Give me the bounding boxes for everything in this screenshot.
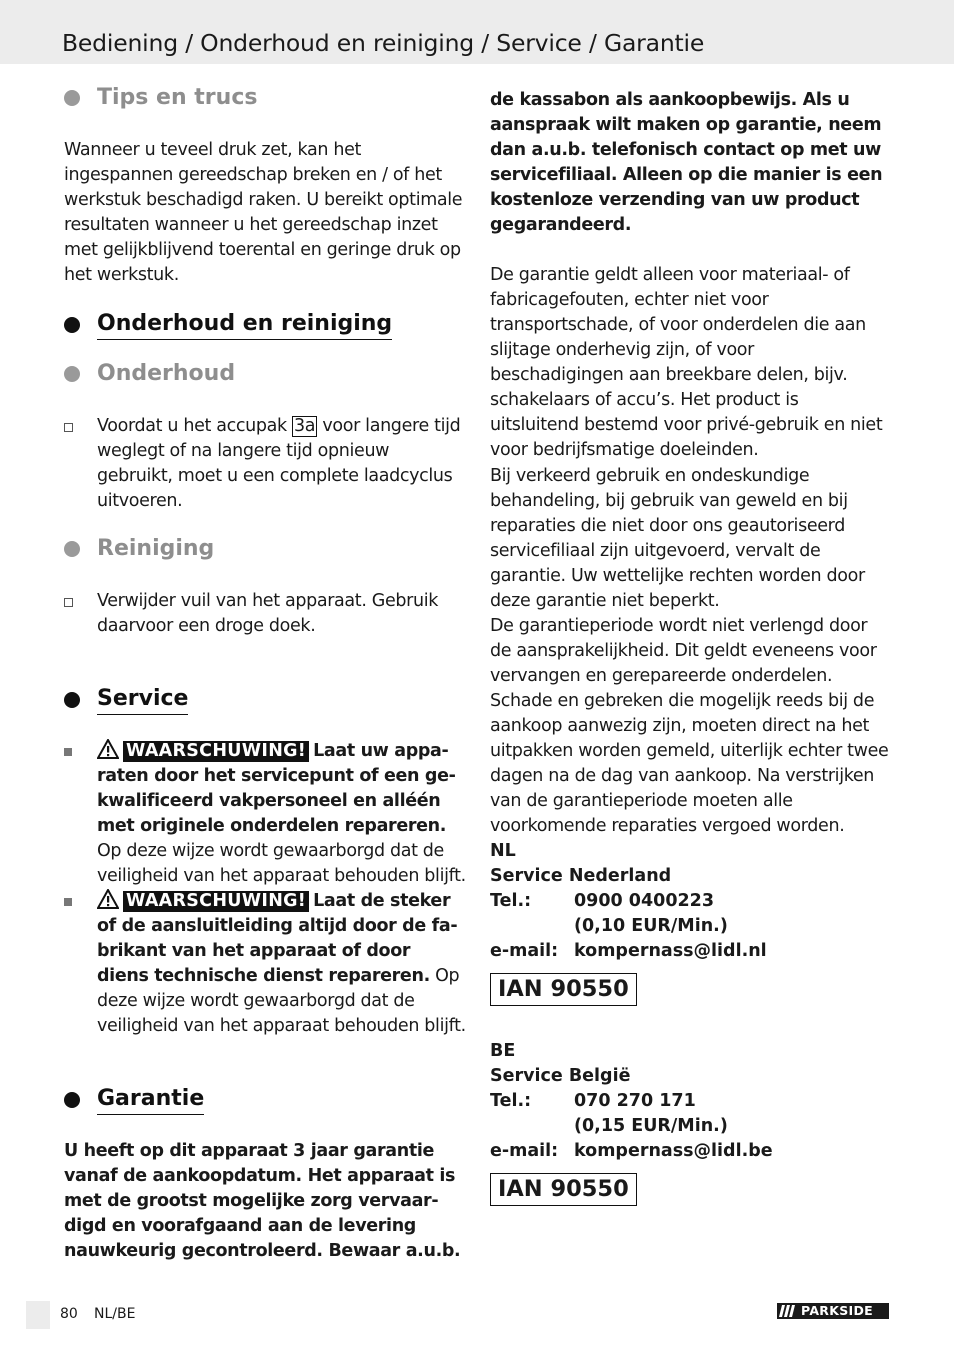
square-bullet-icon — [64, 748, 72, 756]
page-title: Bediening / Onderhoud en reiniging / Service / Garantie — [62, 29, 705, 57]
bullet-dot-icon — [64, 366, 80, 382]
contact-nl-email-row — [490, 939, 767, 964]
warning-label: WAARSCHUWING! — [123, 741, 309, 762]
bullet-dot-icon — [64, 317, 80, 333]
contact-nl-country: NL — [490, 841, 516, 861]
garantie-intro: U heeft op dit apparaat 3 jaar garantie vanaf de aankoopdatum. Het apparaat is met de grootst mogelijke zorg vervaardigd en voorafgaand aan de levering nauwkeurig gecontroleerd. Bewaar a.u.b. — [64, 1141, 461, 1261]
warning-label: WAARSCHUWING! — [123, 891, 309, 912]
tel-label: Tel.: — [490, 891, 532, 911]
garantie-intro-continued: de kassabon als aankoopbewijs. Als u aanspraak wilt maken op garantie, neem dan a.u.b. telefonisch contact op met uw servicefiliaal. Alleen op die manier is een kostenloze verzending van uw product gegarandeerd. — [490, 90, 883, 235]
logo-stripes-icon — [777, 1303, 799, 1319]
contact-be-tel: 070 270 171 — [574, 1091, 696, 1111]
garantie-paragraph-1: De garantie geldt alleen voor materiaal- of fabricagefouten, echter niet voor transportschade, of voor onderdelen die aan slijtage onderhevig zijn, of voor beschadigingen aan breekbare delen, bijv. schakelaars of accu’s. Het product is uitsluitend bestemd voor privé-gebruik en niet voor bedrijfsmatige doeleinden. — [490, 265, 883, 460]
heading-onderhoud-reiniging-text: Onderhoud en reiniging — [97, 310, 392, 340]
contact-be-name: Service België — [490, 1066, 631, 1086]
bullet-dot-icon — [64, 90, 80, 106]
contact-nl-rate: (0,10 EUR/Min.) — [574, 916, 728, 936]
warning-triangle-icon — [97, 739, 119, 759]
garantie-paragraph-3: De garantieperiode wordt niet verlengd door de aansprakelijkheid. Dit geldt eveneens voor vervangen en gerepareerde onderdelen. Schade en gebreken die mogelijk reeds bij de aankoop aanwezig zijn, moeten direct na het uitpakken worden gemeld, uiterlijk echter twee dagen na de dag van aankoop. Na verstrijken van de garantieperiode moeten alle voorkomende reparaties vergoed worden. — [490, 616, 889, 836]
square-bullet-icon — [64, 423, 73, 432]
contact-be-rate: (0,15 EUR/Min.) — [574, 1116, 728, 1136]
heading-service-text: Service — [97, 685, 188, 715]
part-reference: 3a — [294, 416, 316, 436]
service-warning-1-bold: Laat uw apparaten door het servicepunt of een gekwalificeerd vakpersoneel en alléén met originele onderdelen repareren. — [97, 741, 456, 836]
contact-be-tel-row — [490, 1089, 696, 1114]
contact-be-rate-row — [490, 1114, 728, 1139]
contact-nl-tel-row — [490, 889, 714, 914]
list-item-reiniging — [64, 589, 466, 639]
onderhoud-text-post: voor langere tijd weglegt of na langere tijd opnieuw gebruikt, moet u een complete laadcyclus uitvoeren. — [97, 416, 461, 511]
warning-triangle-icon — [97, 889, 119, 909]
heading-service — [64, 685, 188, 715]
bullet-dot-icon — [64, 1092, 80, 1108]
language-code: NL/BE — [94, 1306, 136, 1322]
heading-garantie-text: Garantie — [97, 1085, 204, 1115]
heading-reiniging — [64, 535, 214, 563]
tel-label: Tel.: — [490, 1091, 532, 1111]
heading-onderhoud-reiniging — [64, 310, 392, 340]
heading-onderhoud — [64, 360, 235, 388]
tips-paragraph: Wanneer u teveel druk zet, kan het ingespannen gereedschap breken en / of het werkstuk beschadigd raken. U bereikt optimale resultaten wanneer u het gereedschap inzet met gelijkblijvend toerental en geringe druk op het werkstuk. — [64, 140, 463, 285]
onderhoud-text-pre: Voordat u het accupak — [97, 416, 287, 436]
contact-be-country: BE — [490, 1041, 516, 1061]
service-warning-1-text: Op deze wijze wordt gewaarborgd dat de veiligheid van het apparaat behouden blijft. — [97, 841, 466, 886]
heading-tips-text: Tips en trucs — [97, 85, 258, 110]
page-number: 80 — [60, 1306, 78, 1322]
heading-garantie — [64, 1085, 204, 1115]
contact-be-email: kompernass@lidl.be — [574, 1141, 773, 1161]
service-warning-2-text: Op deze wijze wordt gewaarborgd dat de veiligheid van het apparaat behouden blijft. — [97, 966, 466, 1036]
brand-name: PARKSIDE — [801, 1303, 873, 1318]
contact-nl-rate-row — [490, 914, 728, 939]
parkside-logo — [777, 1303, 889, 1319]
list-item-service-warning-1 — [64, 739, 466, 889]
contact-nl-email: kompernass@lidl.nl — [574, 941, 767, 961]
list-item-onderhoud — [64, 414, 466, 514]
heading-reiniging-text: Reiniging — [97, 536, 215, 561]
page-header — [0, 0, 954, 64]
garantie-paragraph-2: Bij verkeerd gebruik en ondeskundige behandeling, bij gebruik van geweld en bij reparaties die niet door ons geautoriseerd servicefiliaal zijn uitgevoerd, vervalt de garantie. Uw wettelijke rechten worden door deze garantie niet beperkt. — [490, 466, 865, 611]
footer-page-box — [26, 1301, 50, 1329]
email-label: e-mail: — [490, 1141, 559, 1161]
contact-nl-tel: 0900 0400223 — [574, 891, 715, 911]
contact-be-email-row — [490, 1139, 773, 1164]
list-item-service-warning-2 — [64, 889, 466, 1039]
email-label: e-mail: — [490, 941, 559, 961]
square-bullet-icon — [64, 598, 73, 607]
bullet-dot-icon — [64, 541, 80, 557]
service-warning-2-bold: Laat de steker of de aansluitleiding altijd door de fabrikant van het apparaat of door diens technische dienst repareren. — [97, 891, 458, 986]
heading-onderhoud-text: Onderhoud — [97, 361, 236, 386]
ian-box-be: IAN 90550 — [490, 1173, 637, 1206]
ian-box-nl: IAN 90550 — [490, 973, 637, 1006]
contact-nl-name: Service Nederland — [490, 866, 672, 886]
heading-tips — [64, 84, 257, 112]
reiniging-text: Verwijder vuil van het apparaat. Gebruik daarvoor een droge doek. — [97, 591, 439, 636]
square-bullet-icon — [64, 898, 72, 906]
bullet-dot-icon — [64, 692, 80, 708]
